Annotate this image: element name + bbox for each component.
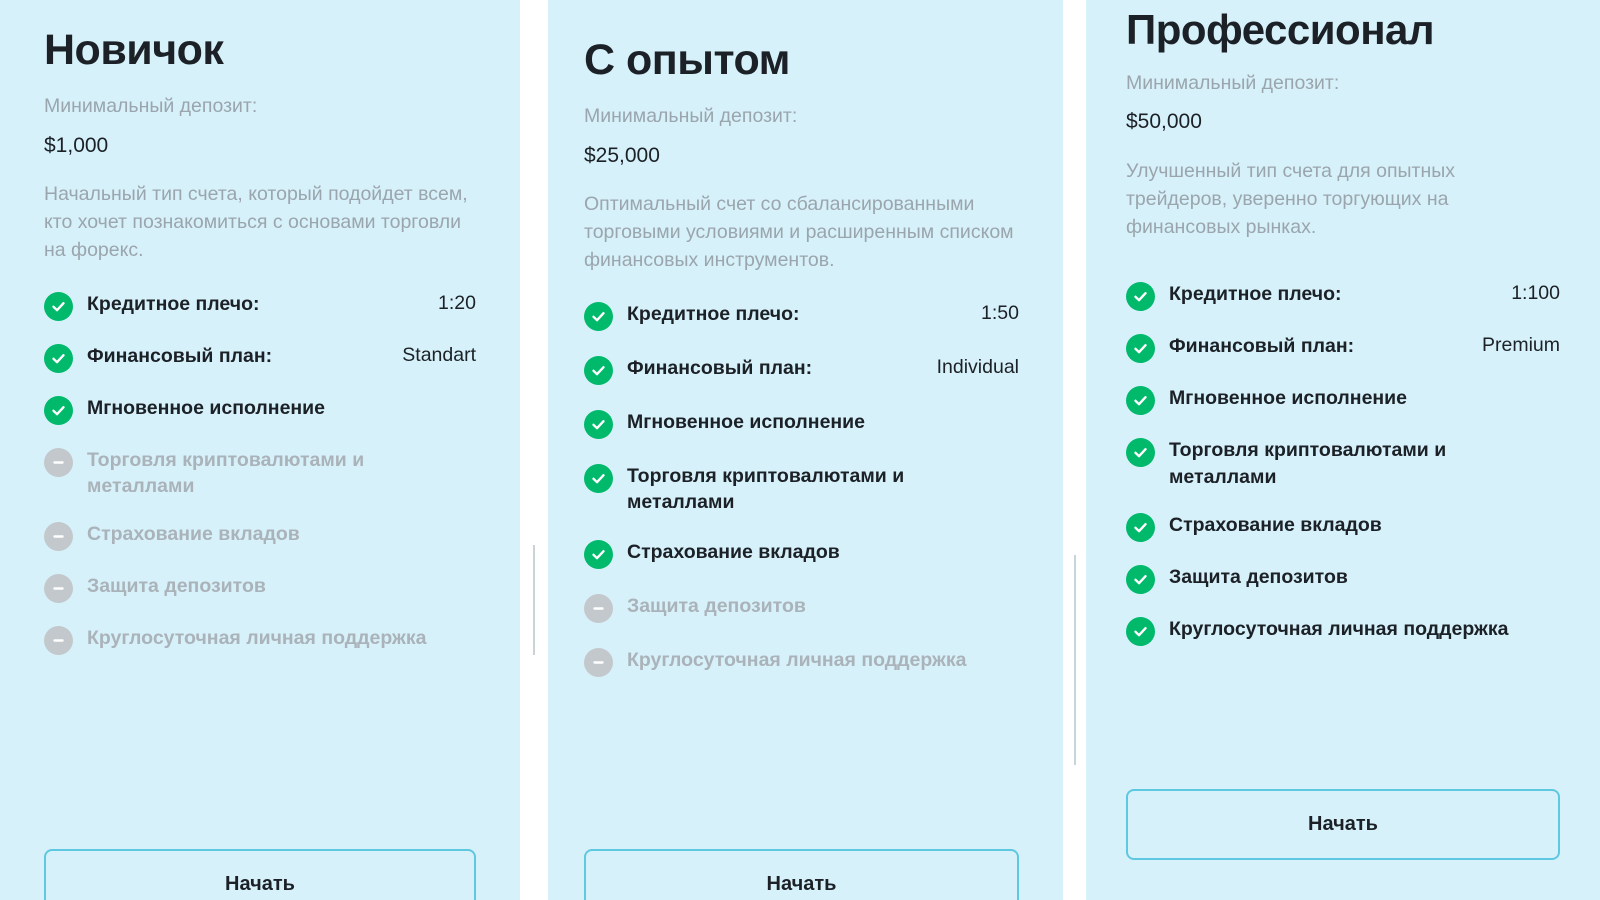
cta-container — [44, 849, 476, 900]
feature-label: Мгновенное исполнение — [87, 396, 326, 419]
deposit-value: $25,000 — [584, 143, 660, 167]
check-circle-icon — [1126, 386, 1155, 415]
minus-circle-icon — [584, 594, 613, 623]
check-circle-icon — [1126, 438, 1155, 467]
check-circle-icon — [1126, 513, 1155, 542]
list-item — [44, 625, 476, 655]
feature-value: 1:20 — [438, 291, 476, 314]
cta-container — [584, 849, 1019, 900]
feature-value: 1:50 — [981, 301, 1019, 324]
feature-value: 1:100 — [1511, 282, 1560, 305]
list-item — [1126, 385, 1560, 415]
check-circle-icon — [584, 410, 613, 439]
deposit-value: $1,000 — [44, 133, 109, 157]
feature-label: Мгновенное исполнение — [627, 410, 866, 433]
start-button[interactable]: Начать — [1126, 789, 1560, 860]
feature-label: Торговля криптовалютами и металлами — [627, 464, 905, 513]
feature-label: Страхование вкладов — [1169, 514, 1382, 537]
minus-circle-icon — [44, 574, 73, 603]
feature-label: Круглосуточная личная поддержка — [87, 627, 427, 650]
feature-label: Кредитное плечо: — [1169, 283, 1342, 306]
feature-value: Individual — [936, 355, 1019, 378]
feature-value: Standart — [402, 343, 476, 366]
feature-label: Защита депозитов — [1169, 566, 1348, 589]
feature-label: Круглосуточная личная поддержка — [627, 649, 967, 672]
list-item — [584, 647, 1019, 677]
card-divider-1 — [520, 0, 548, 900]
deposit-label: Минимальный депозит: — [1126, 72, 1340, 95]
list-item — [1126, 512, 1560, 542]
minus-circle-icon — [44, 626, 73, 655]
list-item — [44, 573, 476, 603]
card-description: Оптимальный счет со сбалансированными торговыми условиями и расширенным списком финансовых инструментов. — [584, 192, 1014, 272]
page-title: Новичок — [44, 26, 224, 74]
list-item — [44, 291, 476, 321]
feature-list — [44, 291, 476, 656]
start-button[interactable]: Начать — [584, 849, 1019, 900]
pricing-card-experienced — [548, 0, 1063, 900]
feature-label: Защита депозитов — [627, 595, 806, 618]
check-circle-icon — [44, 344, 73, 373]
feature-label: Финансовый план: — [627, 356, 813, 379]
minus-circle-icon — [44, 522, 73, 551]
card-description: Начальный тип счета, который подойдет всем, кто хочет познакомиться с основами торговли на форекс. — [44, 182, 468, 262]
feature-label: Кредитное плечо: — [627, 302, 800, 325]
list-item — [584, 463, 1019, 516]
feature-label: Страхование вкладов — [87, 523, 300, 546]
list-item — [1126, 333, 1560, 363]
list-item — [1126, 564, 1560, 594]
check-circle-icon — [44, 292, 73, 321]
page-title: С опытом — [584, 36, 790, 84]
list-item — [584, 355, 1019, 385]
list-item — [1126, 616, 1560, 646]
pricing-card-professional — [1086, 0, 1600, 900]
feature-label: Финансовый план: — [87, 344, 273, 367]
list-item — [1126, 437, 1560, 490]
start-button[interactable]: Начать — [44, 849, 476, 900]
deposit-value: $50,000 — [1126, 110, 1202, 134]
card-description: Улучшенный тип счета для опытных трейдеров, уверенно торгующих на финансовых рынках. — [1126, 159, 1456, 239]
check-circle-icon — [584, 540, 613, 569]
check-circle-icon — [44, 396, 73, 425]
check-circle-icon — [1126, 282, 1155, 311]
minus-circle-icon — [44, 448, 73, 477]
feature-label: Кредитное плечо: — [87, 292, 260, 315]
list-item — [44, 395, 476, 425]
feature-label: Защита депозитов — [87, 575, 266, 598]
check-circle-icon — [584, 302, 613, 331]
minus-circle-icon — [584, 648, 613, 677]
list-item — [44, 343, 476, 373]
deposit-label: Минимальный депозит: — [44, 95, 258, 118]
deposit-label: Минимальный депозит: — [584, 105, 798, 128]
pricing-card-beginner — [0, 0, 520, 900]
check-circle-icon — [1126, 565, 1155, 594]
list-item — [1126, 281, 1560, 311]
card-divider-2 — [1063, 0, 1086, 900]
feature-list — [1126, 281, 1560, 646]
check-circle-icon — [584, 464, 613, 493]
feature-label: Круглосуточная личная поддержка — [1169, 618, 1509, 641]
list-item — [584, 409, 1019, 439]
cta-container — [1126, 789, 1560, 860]
list-item — [584, 301, 1019, 331]
feature-label: Финансовый план: — [1169, 335, 1355, 358]
check-circle-icon — [584, 356, 613, 385]
list-item — [584, 593, 1019, 623]
feature-label: Торговля криптовалютами и металлами — [87, 448, 365, 497]
check-circle-icon — [1126, 617, 1155, 646]
list-item — [44, 521, 476, 551]
check-circle-icon — [1126, 334, 1155, 363]
feature-value: Premium — [1481, 334, 1560, 357]
page-title: Профессионал — [1126, 6, 1435, 53]
feature-list — [584, 301, 1019, 678]
feature-label: Страхование вкладов — [627, 541, 840, 564]
feature-label: Мгновенное исполнение — [1169, 387, 1408, 410]
feature-label: Торговля криптовалютами и металлами — [1169, 439, 1447, 488]
list-item — [584, 539, 1019, 569]
list-item — [44, 447, 476, 500]
